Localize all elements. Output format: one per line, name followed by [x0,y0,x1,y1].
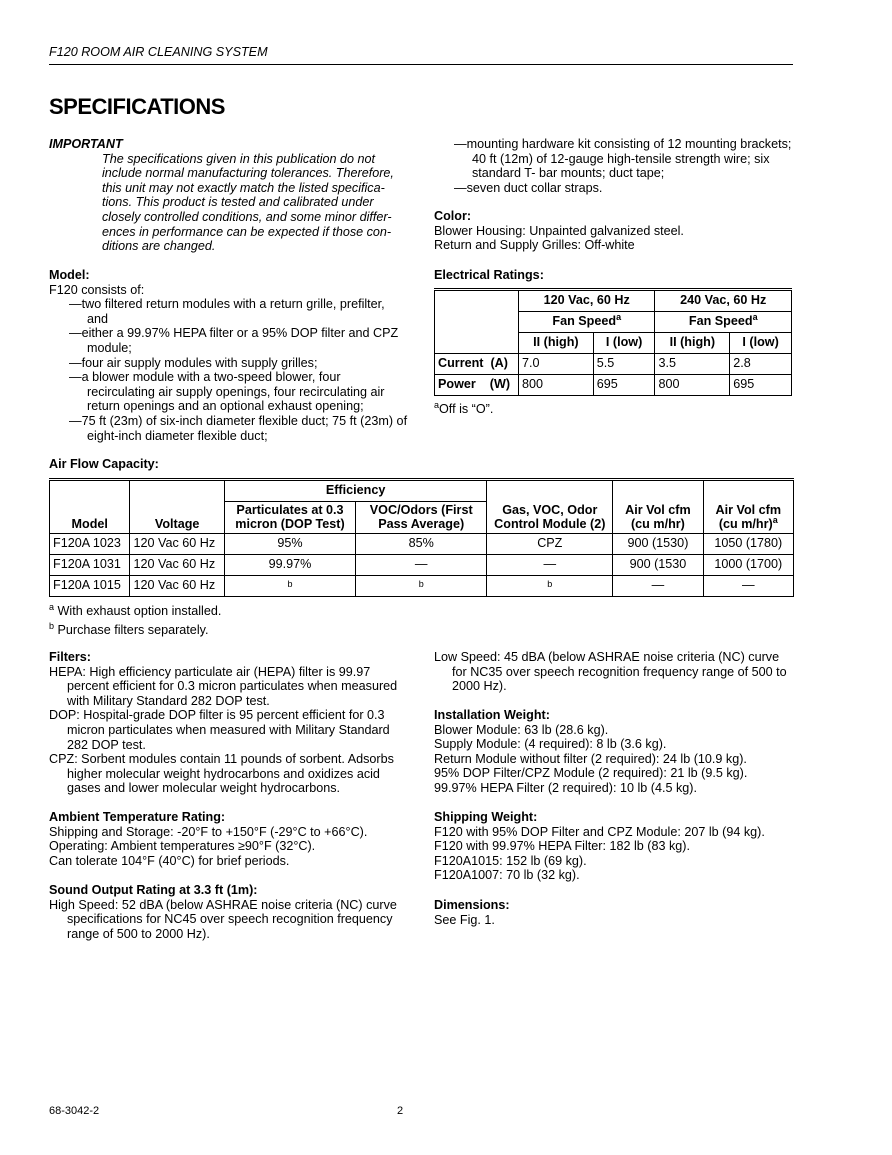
important-line: ditions are changed. [102,239,216,254]
table-cell: b [356,575,487,596]
important-note [49,137,409,254]
table-cell: b [487,575,613,596]
install-weight-item: Supply Module: (4 required): 8 lb (3.6 kg). [434,737,667,752]
table-cell: 695 [593,374,655,395]
install-weight-item: 95% DOP Filter/CPZ Module (2 required): 21 lb (9.5 kg). [434,766,748,781]
col-header: Air Vol cfm (cu m/hr) [613,479,703,533]
model-item: —75 ft (23m) of six-inch diameter flexible duct; 75 ft (23m) of eight-inch diameter flexible duct; [69,413,408,443]
model-item: —mounting hardware kit consisting of 12 mounting brackets; 40 ft (12m) of 12-gauge high-tensile strength wire; six standard T- bar mounts; duct tape; [454,137,792,181]
row-label: Current (A) [435,353,519,374]
table-cell: F120A 1015 [50,575,130,596]
color-line: Return and Supply Grilles: Off-white [434,238,635,253]
table-row [50,554,794,575]
table-cell: CPZ [487,533,613,554]
color-heading: Color: [434,209,472,223]
doc-number: 68-3042-2 [49,1105,100,1117]
running-header: F120 ROOM AIR CLEANING SYSTEM [49,45,268,59]
table-cell: 5.5 [593,353,655,374]
install-weight-item: Blower Module: 63 lb (28.6 kg). [434,722,609,737]
table-cell: 3.5 [655,353,730,374]
install-weight-item: Return Module without filter (2 required): 24 lb (10.9 kg). [434,751,747,766]
important-label: IMPORTANT [49,137,123,151]
table-row [50,533,794,554]
efficiency-header: Efficiency [224,479,486,501]
important-line: include normal manufacturing tolerances. Therefore, [102,166,394,181]
sound-continued [434,650,794,694]
voltage-group-header: 120 Vac, 60 Hz [519,289,655,311]
speed-header: II (high) [655,332,730,353]
important-line: The specifications given in this publication do not [102,151,376,166]
install-weight-heading: Installation Weight: [434,708,550,722]
ambient-item: Operating: Ambient temperatures ≥90°F (32°C). [49,839,316,854]
sound-section [49,883,409,941]
important-line: ences in performance can be expected if those con- [102,224,392,239]
speed-header: I (low) [730,332,792,353]
ship-weight-item: F120A1007: 70 lb (32 kg). [434,868,580,883]
model-item: —a blower module with a two-speed blower, four recirculating air supply openings, four recirculating air return openings and an optional exhaust opening; [69,370,385,414]
page-title: SPECIFICATIONS [49,94,225,119]
model-item: —four air supply modules with supply grilles; [69,355,318,370]
filters-section [49,650,409,796]
row-label: Power (W) [435,374,519,395]
table-cell: 85% [356,533,487,554]
col-header: Gas, VOC, Odor Control Module (2) [487,479,613,533]
col-header: Model [50,479,130,533]
ship-weight-heading: Shipping Weight: [434,810,538,824]
install-weight-item: 99.97% HEPA Filter (2 required): 10 lb (4.5 kg). [434,780,697,795]
install-weight-section [434,708,794,796]
airflow-section [49,457,795,640]
voltage-group-header: 240 Vac, 60 Hz [655,289,792,311]
table-cell: 1000 (1700) [703,554,793,575]
important-line: this unit may not exactly match the listed specifica- [102,180,385,195]
model-item: —seven duct collar straps. [454,180,603,195]
model-heading: Model: [49,268,90,282]
table-row [435,374,792,395]
col-header: Particulates at 0.3 micron (DOP Test) [224,501,355,533]
electrical-heading: Electrical Ratings: [434,268,544,282]
speed-header: II (high) [519,332,594,353]
color-line: Blower Housing: Unpainted galvanized steel. [434,223,684,238]
filter-item: CPZ: Sorbent modules contain 11 pounds of sorbent. Adsorbs higher molecular weight hydrocarbons and oxidizes acid gases and lower molecular weight hydrocarbons. [49,752,394,796]
col-header: VOC/Odors (First Pass Average) [356,501,487,533]
col-header: Voltage [130,479,224,533]
ship-weight-section [434,810,794,883]
table-row [50,575,794,596]
table-cell: — [613,575,703,596]
model-continued [434,137,794,195]
table-cell: 800 [655,374,730,395]
dimensions-text: See Fig. 1. [434,912,495,927]
fan-speed-header: Fan Speed$^a$ [655,311,792,332]
airflow-footnote: $^a$ With exhaust option installed. [49,601,222,618]
sound-item: Low Speed: 45 dBA (below ASHRAE noise criteria (NC) curve for NC35 over speech recognition frequency range of 500 to 2000 Hz). [434,650,787,694]
col-header: Air Vol cfm (cu m/hr)$^a$ [703,479,793,533]
airflow-heading: Air Flow Capacity: [49,457,159,471]
airflow-footnote: $^b$ Purchase filters separately. [49,620,209,637]
table-cell: 900 (1530) [613,533,703,554]
table-cell: 99.97% [224,554,355,575]
sound-item: High Speed: 52 dBA (below ASHRAE noise criteria (NC) curve specifications for NC45 over speech recognition frequency range of 500 to 2000 Hz). [49,897,397,941]
table-cell: F120A 1031 [50,554,130,575]
table-cell: 95% [224,533,355,554]
table-cell: 900 (1530 [613,554,703,575]
electrical-section [434,268,794,416]
speed-header: I (low) [593,332,655,353]
table-cell: — [356,554,487,575]
electrical-footnote: $^a$Off is “O”. [434,399,494,416]
important-text [49,152,409,254]
ambient-item: Shipping and Storage: -20°F to +150°F (-29°C to +66°C). [49,824,368,839]
dimensions-heading: Dimensions: [434,898,510,912]
table-cell: 120 Vac 60 Hz [130,554,224,575]
dimensions-section [434,898,794,927]
ambient-heading: Ambient Temperature Rating: [49,810,226,824]
ship-weight-item: F120 with 95% DOP Filter and CPZ Module: 207 lb (94 kg). [434,824,765,839]
electrical-table [434,288,792,396]
table-cell: 695 [730,374,792,395]
color-section [434,209,794,253]
sound-heading: Sound Output Rating at 3.3 ft (1m): [49,883,258,897]
table-cell: 1050 (1780) [703,533,793,554]
table-cell: 120 Vac 60 Hz [130,533,224,554]
fan-speed-header: Fan Speed$^a$ [519,311,655,332]
ambient-item: Can tolerate 104°F (40°C) for brief periods. [49,853,290,868]
table-cell: — [703,575,793,596]
ambient-section [49,810,409,868]
page-number: 2 [397,1105,404,1117]
table-cell: 120 Vac 60 Hz [130,575,224,596]
model-item: —either a 99.97% HEPA filter or a 95% DOP filter and CPZ module; [69,326,399,355]
model-item: —two filtered return modules with a return grille, prefilter, and [69,297,385,326]
table-row [435,353,792,374]
table-corner [435,289,519,353]
important-line: closely controlled conditions, and some minor differ- [102,209,392,224]
table-cell: 800 [519,374,594,395]
table-cell: 2.8 [730,353,792,374]
ship-weight-item: F120 with 99.97% HEPA Filter: 182 lb (83 kg). [434,839,690,854]
filter-item: HEPA: High efficiency particulate air (HEPA) filter is 99.97 percent efficient for 0.3 micron particulates when measured with Military Standard 282 DOP test. [49,664,398,708]
table-cell: — [487,554,613,575]
ship-weight-item: F120A1015: 152 lb (69 kg). [434,853,587,868]
table-cell: F120A 1023 [50,533,130,554]
important-line: tions. This product is tested and calibrated under [102,195,374,210]
table-cell: b [224,575,355,596]
header-rule [49,64,793,65]
model-section [49,268,409,443]
filter-item: DOP: Hospital-grade DOP filter is 95 percent efficient for 0.3 micron particulates when measured with Military Standard 282 DOP test. [49,708,390,752]
airflow-table [49,478,794,597]
model-intro: F120 consists of: [49,282,145,297]
table-cell: 7.0 [519,353,594,374]
filters-heading: Filters: [49,650,91,664]
